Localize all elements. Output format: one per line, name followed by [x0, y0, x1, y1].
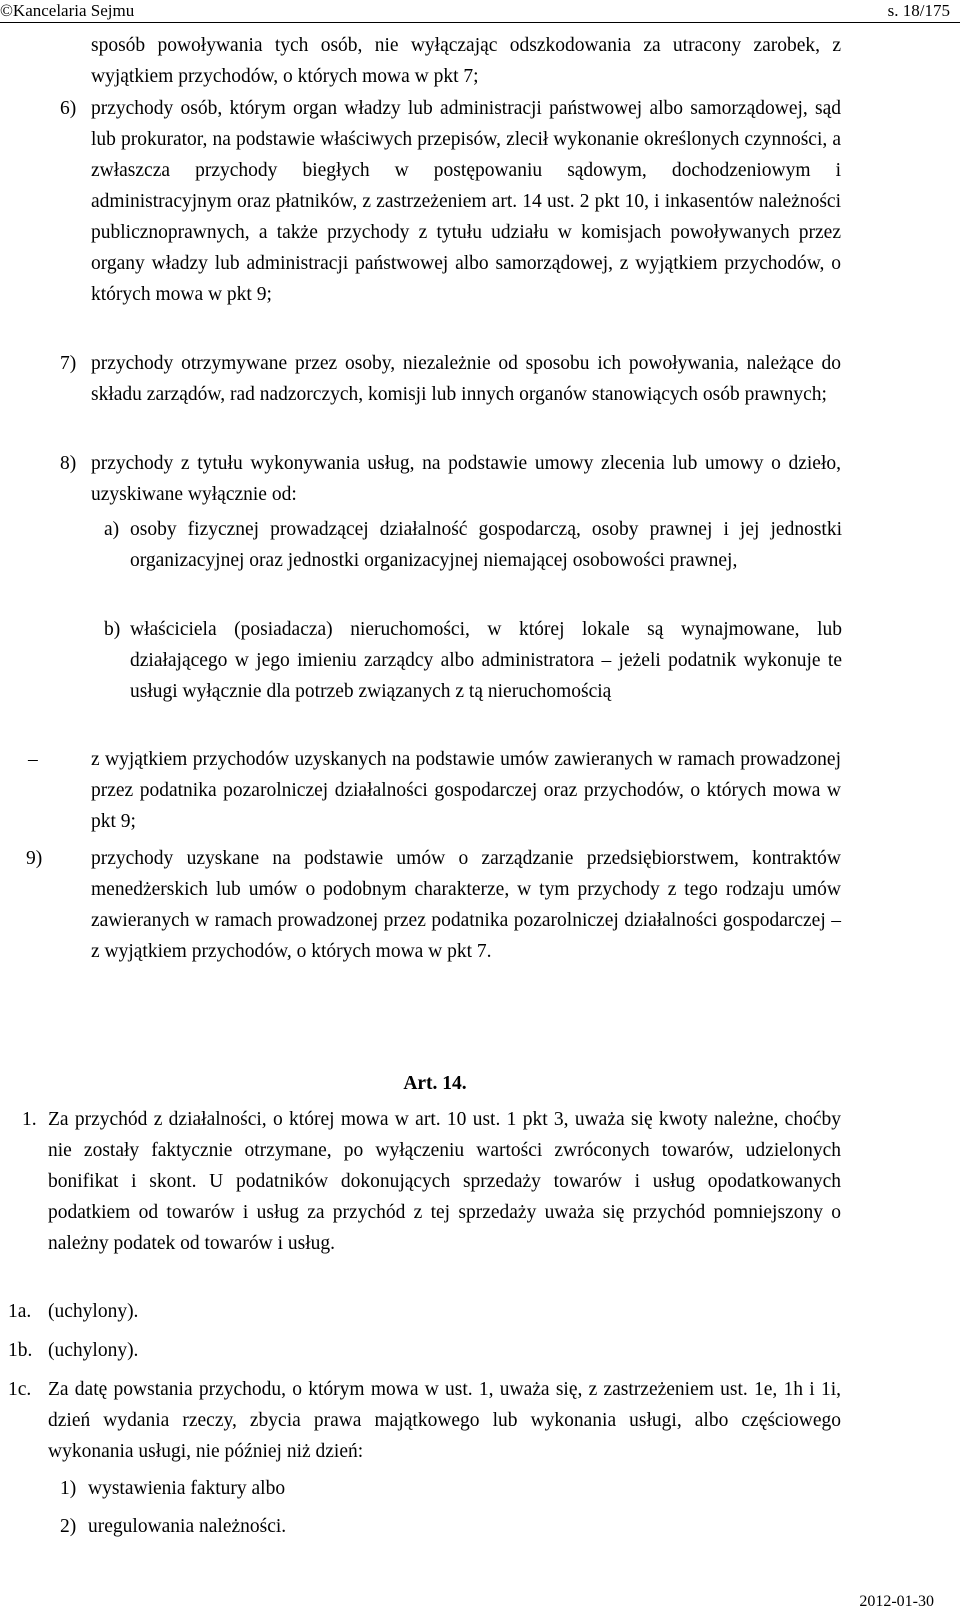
item-8a-letter: a): [104, 519, 120, 540]
ust-1c-number: 1c.: [8, 1379, 32, 1400]
ust-1c-item-2-text: uregulowania należności.: [88, 1516, 287, 1537]
item-9-text: przychody uzyskane na podstawie umów o zarządzanie przedsiębiorstwem, kontraktów menedżerskich lub umów o podobnym charakterze, w tym przychody z tego rodzaju umów zawieranych w ramach prowadzonej przez podatnika pozarolniczej działalności gospodarczej – z wyjątkiem przychodów, o których mowa w pkt 7.: [91, 848, 841, 962]
item-8a-text: osoby fizycznej prowadzącej działalność gospodarczą, osoby prawnej i jej jednostki organizacyjnej oraz jednostki organizacyjnej niemającej osobowości prawnej,: [130, 519, 842, 571]
item-8-number: 8): [60, 453, 77, 474]
item-8b-text: właściciela (posiadacza) nieruchomości, w której lokale są wynajmowane, lub działającego w jego imieniu zarządcy albo administratora – jeżeli podatnik wykonuje te usługi wyłącznie dla potrzeb związanych z tą nieruchomością: [130, 619, 842, 702]
ust-1a-number: 1a.: [8, 1301, 32, 1322]
item-8-text: przychody z tytułu wykonywania usług, na podstawie umowy zlecenia lub umowy o dzieło, uzyskiwane wyłącznie od:: [91, 453, 841, 505]
header-rule: [0, 22, 960, 23]
item-8-dash: –: [28, 749, 38, 770]
ust-1c-item-1-text: wystawienia faktury albo: [88, 1478, 286, 1499]
ust-1b-text: (uchylony).: [48, 1340, 139, 1361]
header-page-number: s. 18/175: [887, 1, 950, 20]
ust-1c-text: Za datę powstania przychodu, o którym mowa w ust. 1, uważa się, z zastrzeżeniem ust. 1e, 1h i 1i, dzień wydania rzeczy, zbycia prawa majątkowego lub wykonania usługi, albo częściowego wykonania usługi, nie później niż dzień:: [48, 1379, 841, 1462]
article-title: Art. 14.: [403, 1073, 467, 1094]
ust-1c-item-2-number: 2): [60, 1516, 77, 1537]
item-5-continuation: sposób powoływania tych osób, nie wyłączając odszkodowania za utracony zarobek, z wyjątkiem przychodów, o których mowa w pkt 7;: [91, 35, 841, 87]
item-6-number: 6): [60, 98, 77, 119]
item-8b-letter: b): [104, 619, 121, 640]
item-9-number: 9): [26, 848, 43, 869]
item-7-text: przychody otrzymywane przez osoby, niezależnie od sposobu ich powoływania, należące do składu zarządów, rad nadzorczych, komisji lub innych organów stanowiących osób prawnych;: [91, 353, 841, 405]
ust-1c-item-1-number: 1): [60, 1478, 77, 1499]
item-6-text: przychody osób, którym organ władzy lub administracji państwowej albo samorządowej, sąd lub prokurator, na podstawie właściwych przepisów, zlecił wykonanie określonych czynności, a zwłaszcza przychody biegłych w postępowaniu sądowym, dochodzeniowym i administracyjnym oraz płatników, z zastrzeżeniem art. 14 ust. 2 pkt 10, i inkasentów należności publicznoprawnych, a także przychody z tytułu udziału w komisjach powoływanych przez organy władzy lub administracji państwowej albo samorządowej, z wyjątkiem przychodów, o których mowa w pkt 9;: [91, 98, 841, 305]
ust-1-number: 1.: [22, 1109, 37, 1130]
item-7-number: 7): [60, 353, 77, 374]
footer-date: 2012-01-30: [859, 1593, 934, 1610]
ust-1b-number: 1b.: [8, 1340, 33, 1361]
page-header: [0, 0, 960, 24]
ust-1a-text: (uchylony).: [48, 1301, 139, 1322]
header-source: ©Kancelaria Sejmu: [0, 1, 135, 20]
ust-1-text: Za przychód z działalności, o której mowa w art. 10 ust. 1 pkt 3, uważa się kwoty należne, choćby nie zostały faktycznie otrzymane, po wyłączeniu wartości zwróconych towarów, udzielonych bonifikat i skont. U podatników dokonujących sprzedaży towarów i usług opodatkowanych podatkiem od towarów i usług za przychód z tej sprzedaży uważa się przychód pomniejszony o należny podatek od towarów i usług.: [48, 1109, 841, 1254]
item-8-dash-text: z wyjątkiem przychodów uzyskanych na podstawie umów zawieranych w ramach prowadzonej przez podatnika pozarolniczej działalności gospodarczej oraz przychodów, o których mowa w pkt 9;: [91, 749, 841, 832]
